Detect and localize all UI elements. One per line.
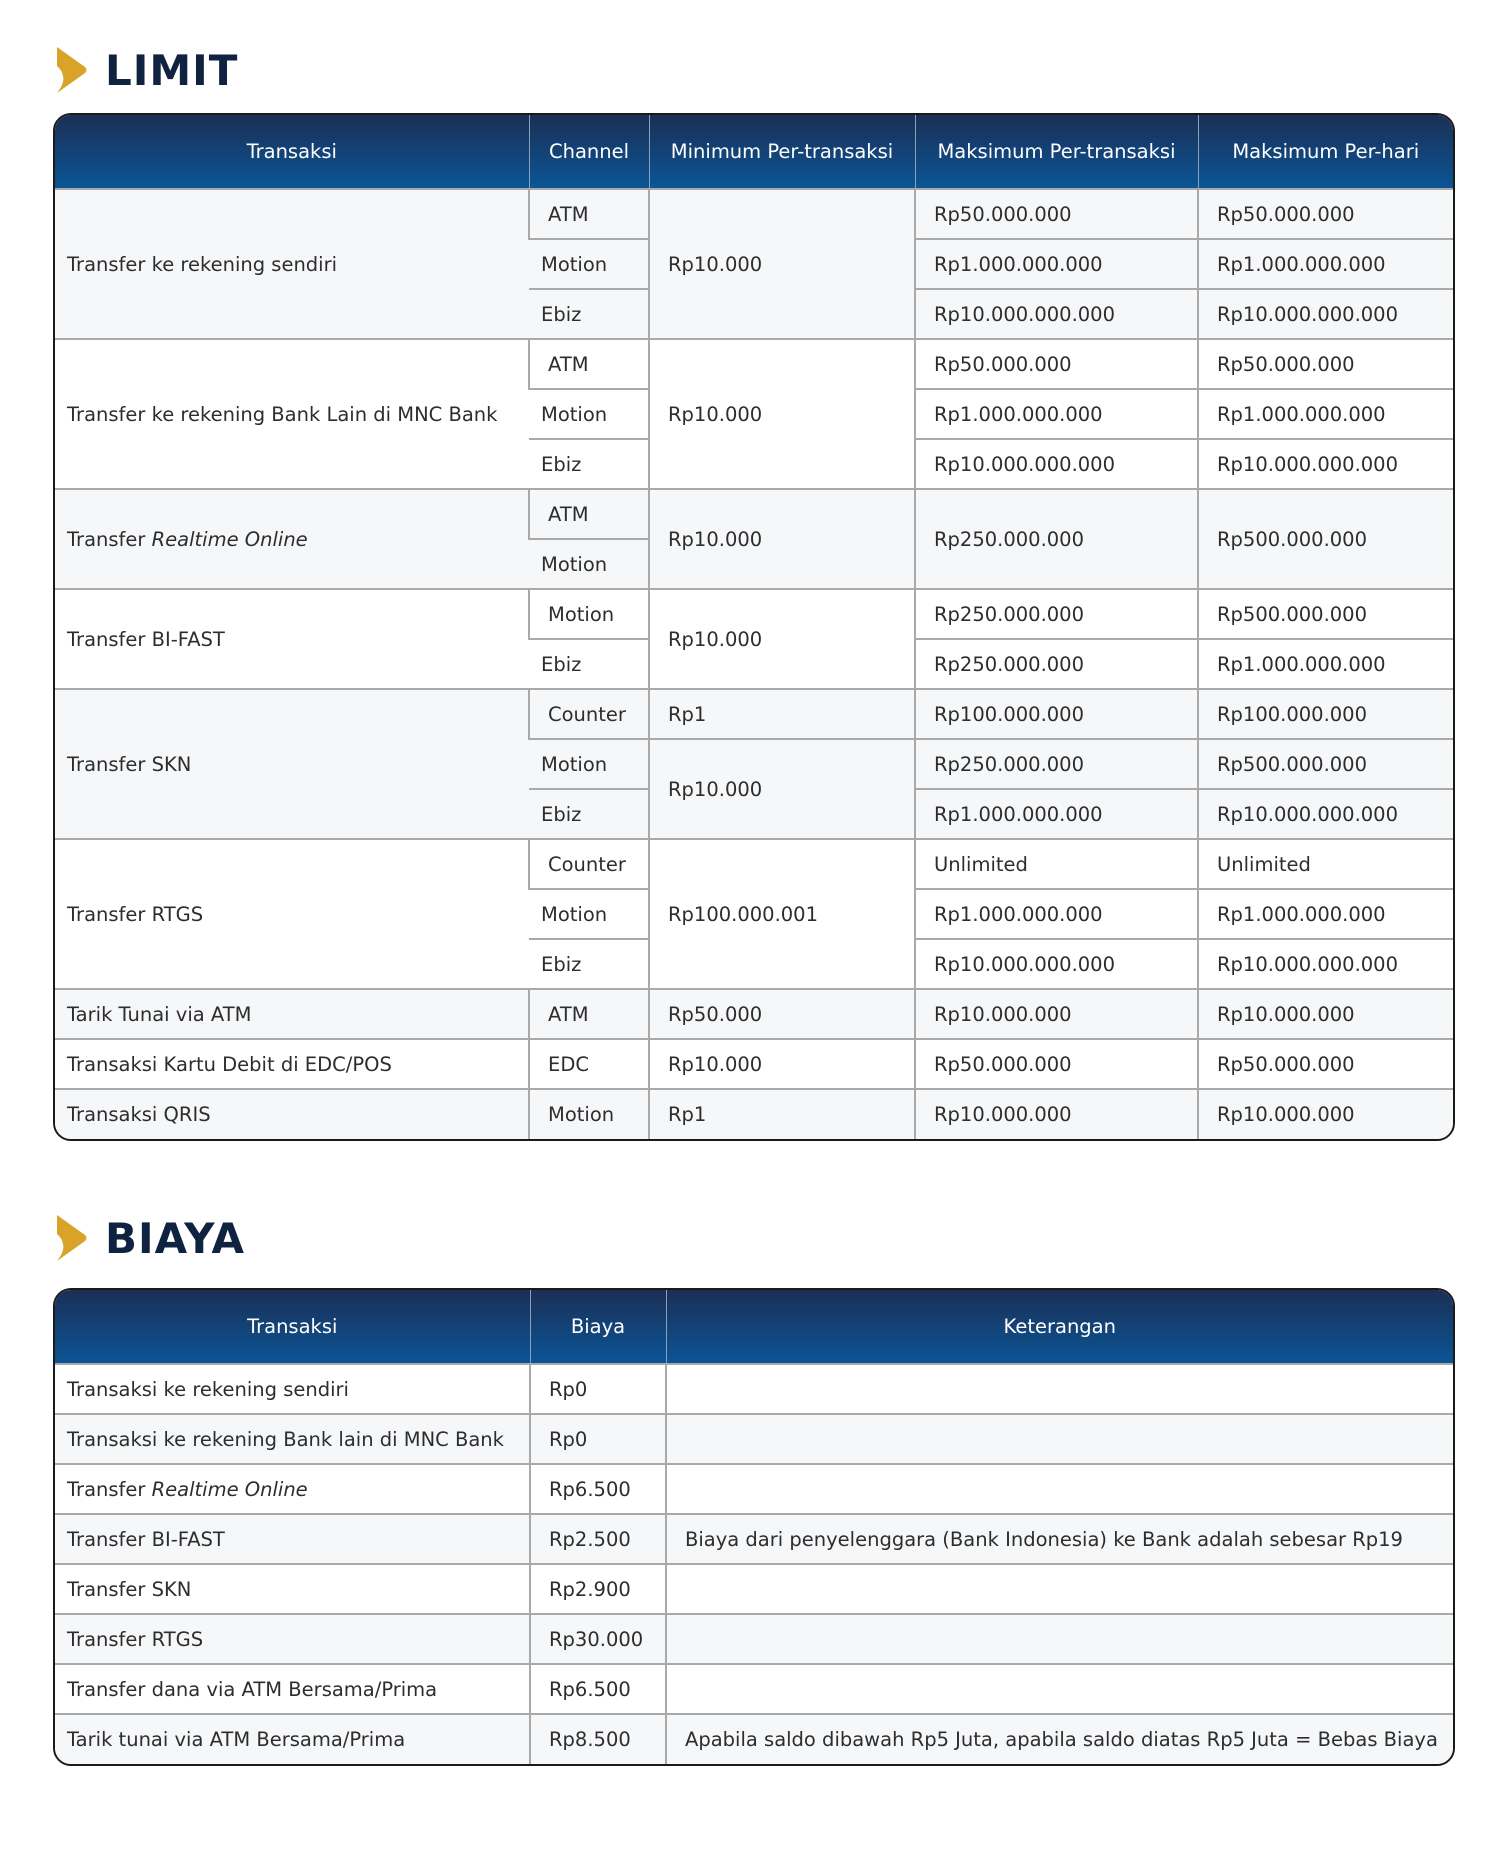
biaya-table-row xyxy=(55,1414,1453,1464)
max-per-hari-cell: Rp50.000.000 xyxy=(1198,1039,1453,1089)
channel-cell: Motion xyxy=(529,539,649,589)
max-per-hari-cell: Rp10.000.000.000 xyxy=(1198,289,1453,339)
limit-table-row xyxy=(55,989,1453,1039)
max-per-transaksi-cell: Rp250.000.000 xyxy=(915,489,1198,589)
limit-table-row xyxy=(55,189,1453,239)
max-per-hari-cell: Rp500.000.000 xyxy=(1198,739,1453,789)
max-per-transaksi-cell: Rp50.000.000 xyxy=(915,339,1198,389)
min-per-transaksi-cell: Rp10.000 xyxy=(649,739,915,839)
max-per-hari-cell: Rp1.000.000.000 xyxy=(1198,389,1453,439)
transaksi-cell: Transfer ke rekening sendiri xyxy=(55,189,529,339)
transaksi-cell: Transfer RTGS xyxy=(55,1614,530,1664)
biaya-cell: Rp6.500 xyxy=(530,1664,666,1714)
transaksi-cell: Transfer BI-FAST xyxy=(55,589,529,689)
max-per-hari-cell: Rp100.000.000 xyxy=(1198,689,1453,739)
min-per-transaksi-cell: Rp10.000 xyxy=(649,339,915,489)
min-per-transaksi-cell: Rp50.000 xyxy=(649,989,915,1039)
max-per-transaksi-cell: Rp50.000.000 xyxy=(915,189,1198,239)
biaya-cell: Rp2.900 xyxy=(530,1564,666,1614)
transaksi-cell: Tarik tunai via ATM Bersama/Prima xyxy=(55,1714,530,1764)
biaya-heading: BIAYA xyxy=(105,1213,246,1263)
max-per-transaksi-cell: Rp1.000.000.000 xyxy=(915,789,1198,839)
biaya-table-row xyxy=(55,1714,1453,1764)
min-per-transaksi-cell: Rp10.000 xyxy=(649,589,915,689)
channel-cell: Ebiz xyxy=(529,289,649,339)
keterangan-cell xyxy=(666,1664,1453,1714)
transaksi-prefix: Transfer xyxy=(67,527,152,551)
keterangan-cell xyxy=(666,1464,1453,1514)
transaksi-cell: Tarik Tunai via ATM xyxy=(55,989,529,1039)
max-per-transaksi-cell: Rp1.000.000.000 xyxy=(915,389,1198,439)
min-per-transaksi-cell: Rp1 xyxy=(649,689,915,739)
keterangan-cell xyxy=(666,1414,1453,1464)
limit-table-row xyxy=(55,839,1453,889)
limit-table-row xyxy=(55,1089,1453,1139)
channel-cell: ATM xyxy=(529,489,649,539)
biaya-table-row xyxy=(55,1514,1453,1564)
biaya-cell: Rp8.500 xyxy=(530,1714,666,1764)
max-per-transaksi-cell: Rp250.000.000 xyxy=(915,639,1198,689)
transaksi-cell: Transaksi ke rekening Bank lain di MNC Bank xyxy=(55,1414,530,1464)
limit-header-transaksi: Transaksi xyxy=(55,115,529,189)
transaksi-cell: Transfer BI-FAST xyxy=(55,1514,530,1564)
channel-cell: Motion xyxy=(529,589,649,639)
transaksi-cell: Transfer RTGS xyxy=(55,839,529,989)
limit-table-row xyxy=(55,489,1453,539)
max-per-transaksi-cell: Rp100.000.000 xyxy=(915,689,1198,739)
channel-cell: Counter xyxy=(529,689,649,739)
max-per-transaksi-cell: Unlimited xyxy=(915,839,1198,889)
biaya-section-title xyxy=(57,1213,245,1263)
transaksi-cell xyxy=(55,1464,530,1514)
transaksi-cell: Transfer ke rekening Bank Lain di MNC Bank xyxy=(55,339,529,489)
transaksi-cell: Transaksi ke rekening sendiri xyxy=(55,1364,530,1414)
max-per-hari-cell: Rp1.000.000.000 xyxy=(1198,239,1453,289)
transaksi-cell: Transaksi Kartu Debit di EDC/POS xyxy=(55,1039,529,1089)
limit-table-row xyxy=(55,339,1453,389)
limit-section-title xyxy=(57,45,238,95)
transaksi-cell: Transfer SKN xyxy=(55,1564,530,1614)
max-per-hari-cell: Rp50.000.000 xyxy=(1198,189,1453,239)
max-per-transaksi-cell: Rp10.000.000.000 xyxy=(915,439,1198,489)
channel-cell: Counter xyxy=(529,839,649,889)
biaya-header-keterangan: Keterangan xyxy=(666,1290,1453,1364)
limit-heading: LIMIT xyxy=(105,45,239,95)
channel-cell: Motion xyxy=(529,239,649,289)
max-per-transaksi-cell: Rp10.000.000 xyxy=(915,989,1198,1039)
limit-header-min: Minimum Per-transaksi xyxy=(649,115,915,189)
limit-table-row xyxy=(55,689,1453,739)
limit-table-row xyxy=(55,589,1453,639)
biaya-table-row xyxy=(55,1564,1453,1614)
max-per-hari-cell: Rp50.000.000 xyxy=(1198,339,1453,389)
channel-cell: ATM xyxy=(529,189,649,239)
max-per-transaksi-cell: Rp10.000.000 xyxy=(915,1089,1198,1139)
min-per-transaksi-cell: Rp10.000 xyxy=(649,189,915,339)
max-per-transaksi-cell: Rp250.000.000 xyxy=(915,739,1198,789)
max-per-transaksi-cell: Rp250.000.000 xyxy=(915,589,1198,639)
min-per-transaksi-cell: Rp10.000 xyxy=(649,1039,915,1089)
transaksi-cell: Transfer dana via ATM Bersama/Prima xyxy=(55,1664,530,1714)
max-per-hari-cell: Rp10.000.000 xyxy=(1198,989,1453,1039)
min-per-transaksi-cell: Rp10.000 xyxy=(649,489,915,589)
channel-cell: ATM xyxy=(529,989,649,1039)
transaksi-italic: Realtime Online xyxy=(151,527,308,551)
biaya-table-row xyxy=(55,1614,1453,1664)
biaya-cell: Rp0 xyxy=(530,1364,666,1414)
channel-cell: EDC xyxy=(529,1039,649,1089)
keterangan-cell xyxy=(666,1564,1453,1614)
keterangan-cell xyxy=(666,1614,1453,1664)
channel-cell: Ebiz xyxy=(529,439,649,489)
max-per-transaksi-cell: Rp10.000.000.000 xyxy=(915,939,1198,989)
max-per-hari-cell: Rp500.000.000 xyxy=(1198,589,1453,639)
transaksi-italic: Realtime Online xyxy=(151,1477,308,1501)
max-per-hari-cell: Rp10.000.000.000 xyxy=(1198,789,1453,839)
transaksi-prefix: Transfer xyxy=(67,1477,152,1501)
biaya-table-row xyxy=(55,1364,1453,1414)
max-per-hari-cell: Rp10.000.000.000 xyxy=(1198,439,1453,489)
biaya-cell: Rp30.000 xyxy=(530,1614,666,1664)
max-per-transaksi-cell: Rp1.000.000.000 xyxy=(915,239,1198,289)
limit-header-max-day: Maksimum Per-hari xyxy=(1198,115,1453,189)
limit-header-channel: Channel xyxy=(529,115,649,189)
channel-cell: Ebiz xyxy=(529,639,649,689)
chevron-right-icon xyxy=(57,47,87,93)
max-per-hari-cell: Rp500.000.000 xyxy=(1198,489,1453,589)
min-per-transaksi-cell: Rp100.000.001 xyxy=(649,839,915,989)
biaya-table-row xyxy=(55,1464,1453,1514)
channel-cell: Ebiz xyxy=(529,939,649,989)
biaya-header-transaksi: Transaksi xyxy=(55,1290,530,1364)
biaya-cell: Rp0 xyxy=(530,1414,666,1464)
limit-table xyxy=(53,113,1455,1141)
channel-cell: ATM xyxy=(529,339,649,389)
max-per-hari-cell: Unlimited xyxy=(1198,839,1453,889)
limit-header-row xyxy=(55,115,1453,189)
limit-header-max-tx: Maksimum Per-transaksi xyxy=(915,115,1198,189)
biaya-table-row xyxy=(55,1664,1453,1714)
channel-cell: Motion xyxy=(529,389,649,439)
max-per-hari-cell: Rp10.000.000 xyxy=(1198,1089,1453,1139)
min-per-transaksi-cell: Rp1 xyxy=(649,1089,915,1139)
max-per-transaksi-cell: Rp10.000.000.000 xyxy=(915,289,1198,339)
transaksi-cell xyxy=(55,489,529,589)
channel-cell: Motion xyxy=(529,889,649,939)
channel-cell: Ebiz xyxy=(529,789,649,839)
keterangan-cell xyxy=(666,1364,1453,1414)
max-per-hari-cell: Rp10.000.000.000 xyxy=(1198,939,1453,989)
transaksi-cell: Transfer SKN xyxy=(55,689,529,839)
transaksi-cell: Transaksi QRIS xyxy=(55,1089,529,1139)
channel-cell: Motion xyxy=(529,739,649,789)
biaya-cell: Rp2.500 xyxy=(530,1514,666,1564)
max-per-hari-cell: Rp1.000.000.000 xyxy=(1198,639,1453,689)
biaya-header-biaya: Biaya xyxy=(530,1290,666,1364)
keterangan-cell: Apabila saldo dibawah Rp5 Juta, apabila saldo diatas Rp5 Juta = Bebas Biaya xyxy=(666,1714,1453,1764)
max-per-hari-cell: Rp1.000.000.000 xyxy=(1198,889,1453,939)
limit-table-row xyxy=(55,1039,1453,1089)
max-per-transaksi-cell: Rp1.000.000.000 xyxy=(915,889,1198,939)
biaya-header-row xyxy=(55,1290,1453,1364)
keterangan-cell: Biaya dari penyelenggara (Bank Indonesia) ke Bank adalah sebesar Rp19 xyxy=(666,1514,1453,1564)
max-per-transaksi-cell: Rp50.000.000 xyxy=(915,1039,1198,1089)
channel-cell: Motion xyxy=(529,1089,649,1139)
biaya-cell: Rp6.500 xyxy=(530,1464,666,1514)
biaya-table xyxy=(53,1288,1455,1766)
chevron-right-icon xyxy=(57,1215,87,1261)
